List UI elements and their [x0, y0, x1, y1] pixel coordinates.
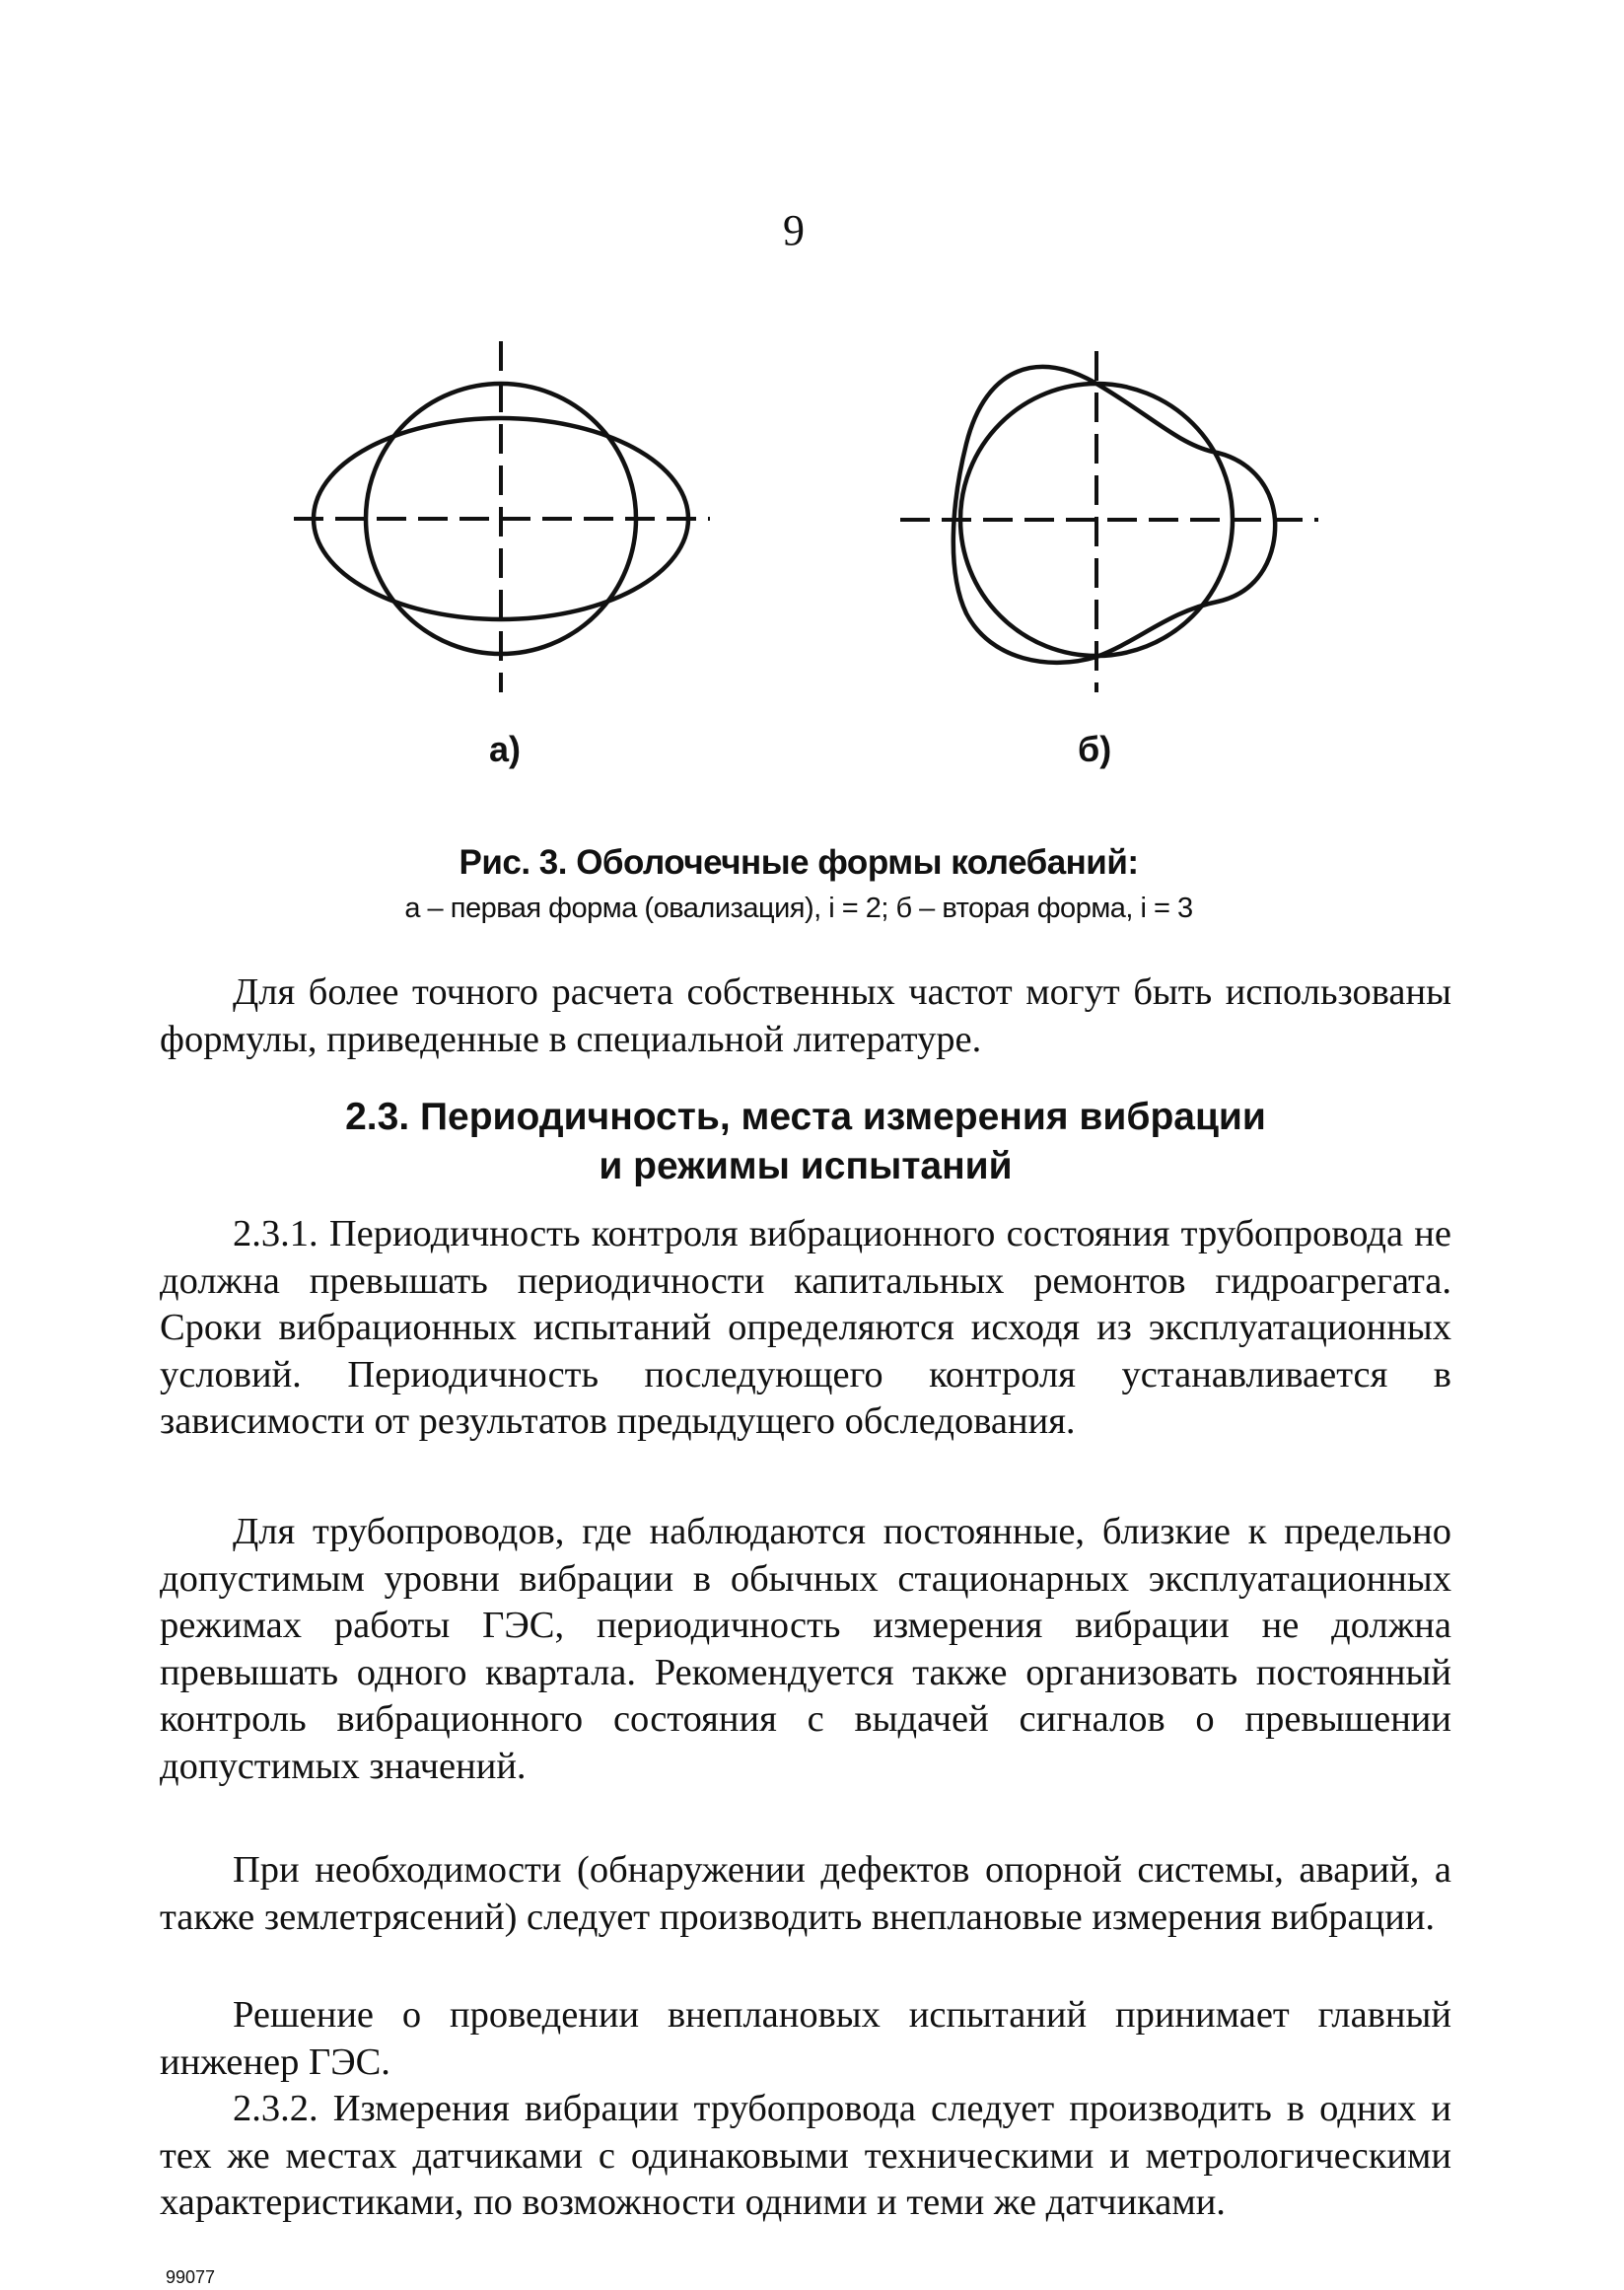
paragraph-monitoring-frequency: Для трубопроводов, где наблюдаются постоянные, близкие к предельно допустимым уровни вибрации в обычных стационарных эксплуатационных режимах работы ГЭС, периодичность измерения вибрации не должна превышать одного квартала. Рекомендуется также организовать постоянный контроль вибрационного состояния с выдачей сигналов о превышении допустимых значений.: [160, 1511, 1451, 1787]
paragraph-chief-engineer-decision: Решение о проведении внеплановых испытаний принимает главный инженер ГЭС.: [160, 1994, 1451, 2083]
section-heading-line-1: 2.3. Периодичность, места измерения вибрации: [345, 1096, 1266, 1138]
figure-caption-subtitle: а – первая форма (овализация), i = 2; б – вторая форма, i = 3: [404, 893, 1193, 924]
figure-b-label: б): [1078, 729, 1112, 769]
page-number: 9: [783, 206, 805, 254]
paragraph-unscheduled-measurements: При необходимости (обнаружении дефектов опорной системы, аварий, а также землетрясений) следует производить внеплановые измерения вибрации.: [160, 1849, 1451, 1938]
figure-caption-title: Рис. 3. Оболочечные формы колебаний:: [459, 843, 1139, 882]
paragraph-2-3-2: 2.3.2. Измерения вибрации трубопровода следует производить в одних и тех же местах датчиками с одинаковыми техническими и метрологическими характеристиками, по возможности одними и теми же датчиками.: [160, 2088, 1451, 2223]
figure-a-ovalization-diagram: [286, 335, 720, 700]
paragraph-2-3-1: 2.3.1. Периодичность контроля вибрационного состояния трубопровода не должна превышать периодичности капитальных ремонтов гидроагрегата. Сроки вибрационных испытаний определяются исходя из эксплуатационных условий. Периодичность последующего контроля устанавливается в зависимости от результатов предыдущего обследования.: [160, 1213, 1451, 1442]
footer-code: 99077: [166, 2267, 216, 2287]
figure-a-label: а): [489, 729, 522, 769]
intro-paragraph: Для более точного расчета собственных частот могут быть использованы формулы, приведенные в специальной литературе.: [160, 971, 1451, 1060]
section-heading: [160, 1093, 1451, 1191]
section-heading-line-2: и режимы испытаний: [599, 1145, 1013, 1187]
figure-b-second-form-diagram: [892, 345, 1326, 700]
